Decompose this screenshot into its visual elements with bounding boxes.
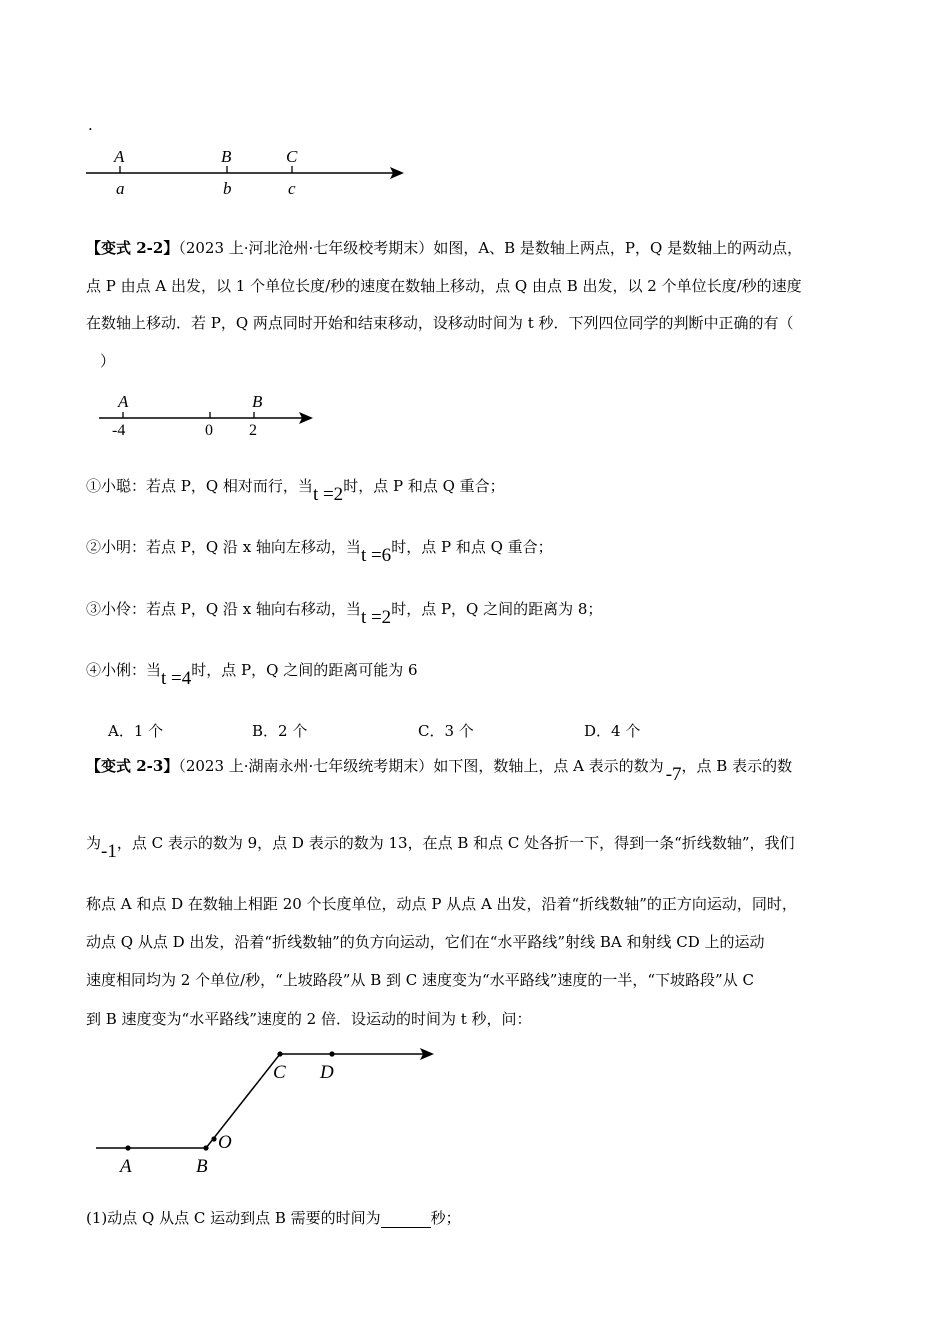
v23-line1: [86, 756, 793, 785]
label-A: A: [118, 392, 129, 411]
label-B: B: [221, 147, 232, 166]
question-1-text: (1)动点 Q 从点 C 运动到点 B 需要的时间为: [86, 1209, 381, 1227]
statement-1: [86, 476, 505, 505]
v22-line3: 在数轴上移动．若 P，Q 两点同时开始和结束移动，设移动时间为 t 秒．下列四位同学的判断中正确的有（: [86, 314, 794, 332]
statement-2-pre: ②小明：若点 P，Q 沿 x 轴向左移动，当: [86, 538, 361, 556]
label-C: C: [273, 1062, 286, 1083]
point-c: [277, 1051, 282, 1056]
v23-val-b: -1: [101, 841, 117, 862]
point-b: [203, 1145, 208, 1150]
option-c[interactable]: C．3 个: [418, 722, 474, 740]
statement-4-pre: ④小俐：当: [86, 661, 162, 679]
v23-val-a: -7: [665, 764, 682, 785]
label-D: D: [320, 1062, 334, 1083]
label-B: B: [196, 1156, 208, 1177]
v23-title: 【变式 2-3】: [86, 757, 179, 775]
label-A: A: [120, 1156, 132, 1177]
statement-3-post: 时，点 P，Q 之间的距离为 8；: [391, 600, 603, 618]
statement-2-post: 时，点 P 和点 Q 重合；: [391, 538, 553, 556]
statement-1-math: t =2: [312, 484, 344, 505]
statement-2: [86, 537, 553, 566]
question-1-post: 秒；: [430, 1209, 461, 1227]
label-c: c: [288, 179, 296, 198]
point-o: [211, 1136, 216, 1141]
v22-line2: 点 P 由点 A 出发，以 1 个单位长度/秒的速度在数轴上移动，点 Q 由点 B 出发，以 2 个单位长度/秒的速度: [86, 277, 802, 295]
point-d: [329, 1051, 334, 1056]
statement-1-post: 时，点 P 和点 Q 重合；: [343, 477, 505, 495]
label-O: O: [218, 1132, 232, 1153]
statement-4-post: 时，点 P，Q 之间的距离可能为 6: [191, 661, 418, 679]
stray-dot: .: [88, 116, 93, 134]
figure-number-line-v22: [95, 388, 325, 438]
statement-3: [86, 599, 603, 628]
v23-line1-text: 如下图，数轴上，点 A 表示的数为: [433, 757, 664, 775]
v23-line2-pre: 为: [86, 834, 102, 852]
v23-line2: [86, 833, 795, 862]
figure-number-line-abc: [80, 140, 420, 202]
v22-line1: [86, 238, 802, 258]
answer-blank[interactable]: [381, 1212, 431, 1228]
statement-3-pre: ③小伶：若点 P，Q 沿 x 轴向右移动，当: [86, 600, 361, 618]
v23-source: （2023 上·湖南永州·七年级统考期末）: [178, 757, 434, 775]
v23-line6: 到 B 速度变为“水平路线”速度的 2 倍．设运动的时间为 t 秒，问：: [86, 1010, 532, 1028]
v22-line1-text: 如图，A、B 是数轴上两点，P，Q 是数轴上的两动点，: [433, 239, 803, 257]
label-b: b: [223, 179, 232, 198]
option-a[interactable]: A．1 个: [108, 722, 164, 740]
figure-folded-number-line: [90, 1040, 450, 1180]
statement-2-math: t =6: [360, 545, 392, 566]
v23-line4: 动点 Q 从点 D 出发，沿着“折线数轴”的负方向运动，它们在“水平路线”射线 BA 和射线 CD 上的运动: [86, 933, 765, 951]
statement-3-math: t =2: [360, 607, 392, 628]
question-1: [86, 1208, 461, 1228]
statement-4-math: t =4: [161, 668, 192, 689]
v23-line5: 速度相同均为 2 个单位/秒，“上坡路段”从 B 到 C 速度变为“水平路线”速度的一半，“下坡路段”从 C: [86, 971, 754, 989]
label-B: B: [252, 392, 263, 411]
tick-label-minus4: -4: [112, 422, 126, 438]
statement-1-pre: ①小聪：若点 P，Q 相对而行，当: [86, 477, 313, 495]
v23-line3: 称点 A 和点 D 在数轴上相距 20 个长度单位，动点 P 从点 A 出发，沿着“折线数轴”的正方向运动，同时，: [86, 895, 797, 913]
label-A: A: [114, 147, 125, 166]
v23-line2-text: ，点 C 表示的数为 9，点 D 表示的数为 13，在点 B 和点 C 处各折一下，得到一条“折线数轴”，我们: [116, 834, 795, 852]
label-C: C: [286, 147, 298, 166]
option-d[interactable]: D．4 个: [584, 722, 641, 740]
v23-line1-end: ，点 B 表示的数: [681, 757, 793, 775]
v22-source: （2023 上·河北沧州·七年级校考期末）: [178, 239, 434, 257]
statement-4: [86, 660, 418, 689]
option-b[interactable]: B．2 个: [252, 722, 308, 740]
tick-label-2: 2: [249, 422, 257, 438]
v22-line4: ）: [100, 352, 116, 370]
point-a: [125, 1145, 130, 1150]
tick-label-0: 0: [205, 422, 213, 438]
label-a: a: [116, 179, 125, 198]
v22-title: 【变式 2-2】: [86, 239, 179, 257]
